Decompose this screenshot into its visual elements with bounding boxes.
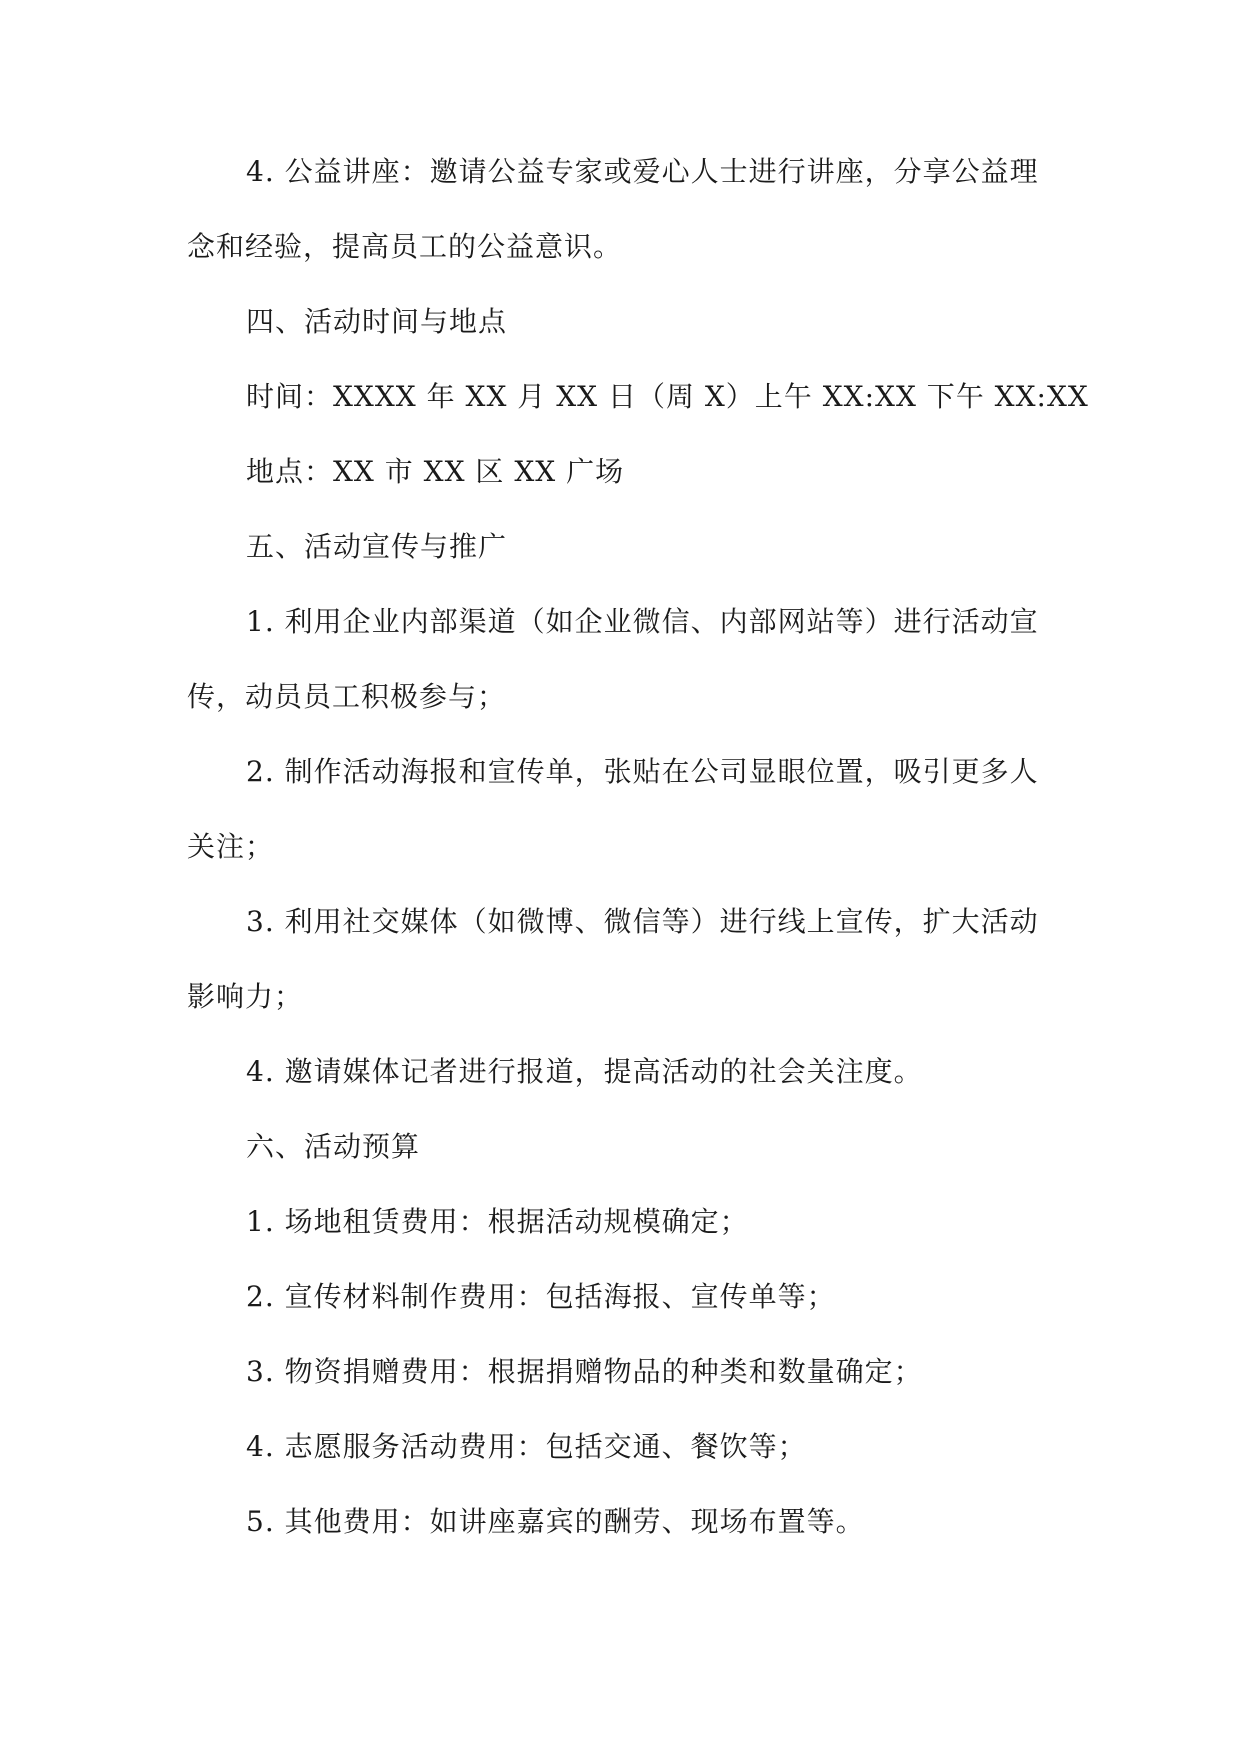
place-line: 地点：XX 市 XX 区 XX 广场 (246, 455, 625, 488)
budget-item-2: 2. 宣传材料制作费用：包括海报、宣传单等； (246, 1280, 836, 1313)
lecture-item-line-1: 4. 公益讲座：邀请公益专家或爱心人士进行讲座，分享公益理 (246, 155, 1039, 188)
budget-item-4: 4. 志愿服务活动费用：包括交通、餐饮等； (246, 1430, 807, 1463)
promotion-item-2-line-2: 关注； (187, 830, 275, 863)
time-line: 时间：XXXX 年 XX 月 XX 日（周 X）上午 XX:XX 下午 XX:XX (246, 380, 1089, 413)
promotion-item-2-line-1: 2. 制作活动海报和宣传单，张贴在公司显眼位置，吸引更多人 (246, 755, 1039, 788)
promotion-item-3-line-1: 3. 利用社交媒体（如微博、微信等）进行线上宣传，扩大活动 (246, 905, 1039, 938)
budget-item-1: 1. 场地租赁费用：根据活动规模确定； (246, 1205, 749, 1238)
budget-item-3: 3. 物资捐赠费用：根据捐赠物品的种类和数量确定； (246, 1355, 923, 1388)
section-heading-promotion: 五、活动宣传与推广 (246, 530, 508, 563)
promotion-item-4: 4. 邀请媒体记者进行报道，提高活动的社会关注度。 (246, 1055, 923, 1088)
section-heading-time-place: 四、活动时间与地点 (246, 305, 508, 338)
lecture-item-line-2: 念和经验，提高员工的公益意识。 (187, 230, 623, 263)
budget-item-5: 5. 其他费用：如讲座嘉宾的酬劳、现场布置等。 (246, 1505, 865, 1538)
promotion-item-3-line-2: 影响力； (187, 980, 304, 1013)
section-heading-budget: 六、活动预算 (246, 1130, 421, 1163)
promotion-item-1-line-2: 传，动员员工积极参与； (187, 680, 507, 713)
promotion-item-1-line-1: 1. 利用企业内部渠道（如企业微信、内部网站等）进行活动宣 (246, 605, 1039, 638)
